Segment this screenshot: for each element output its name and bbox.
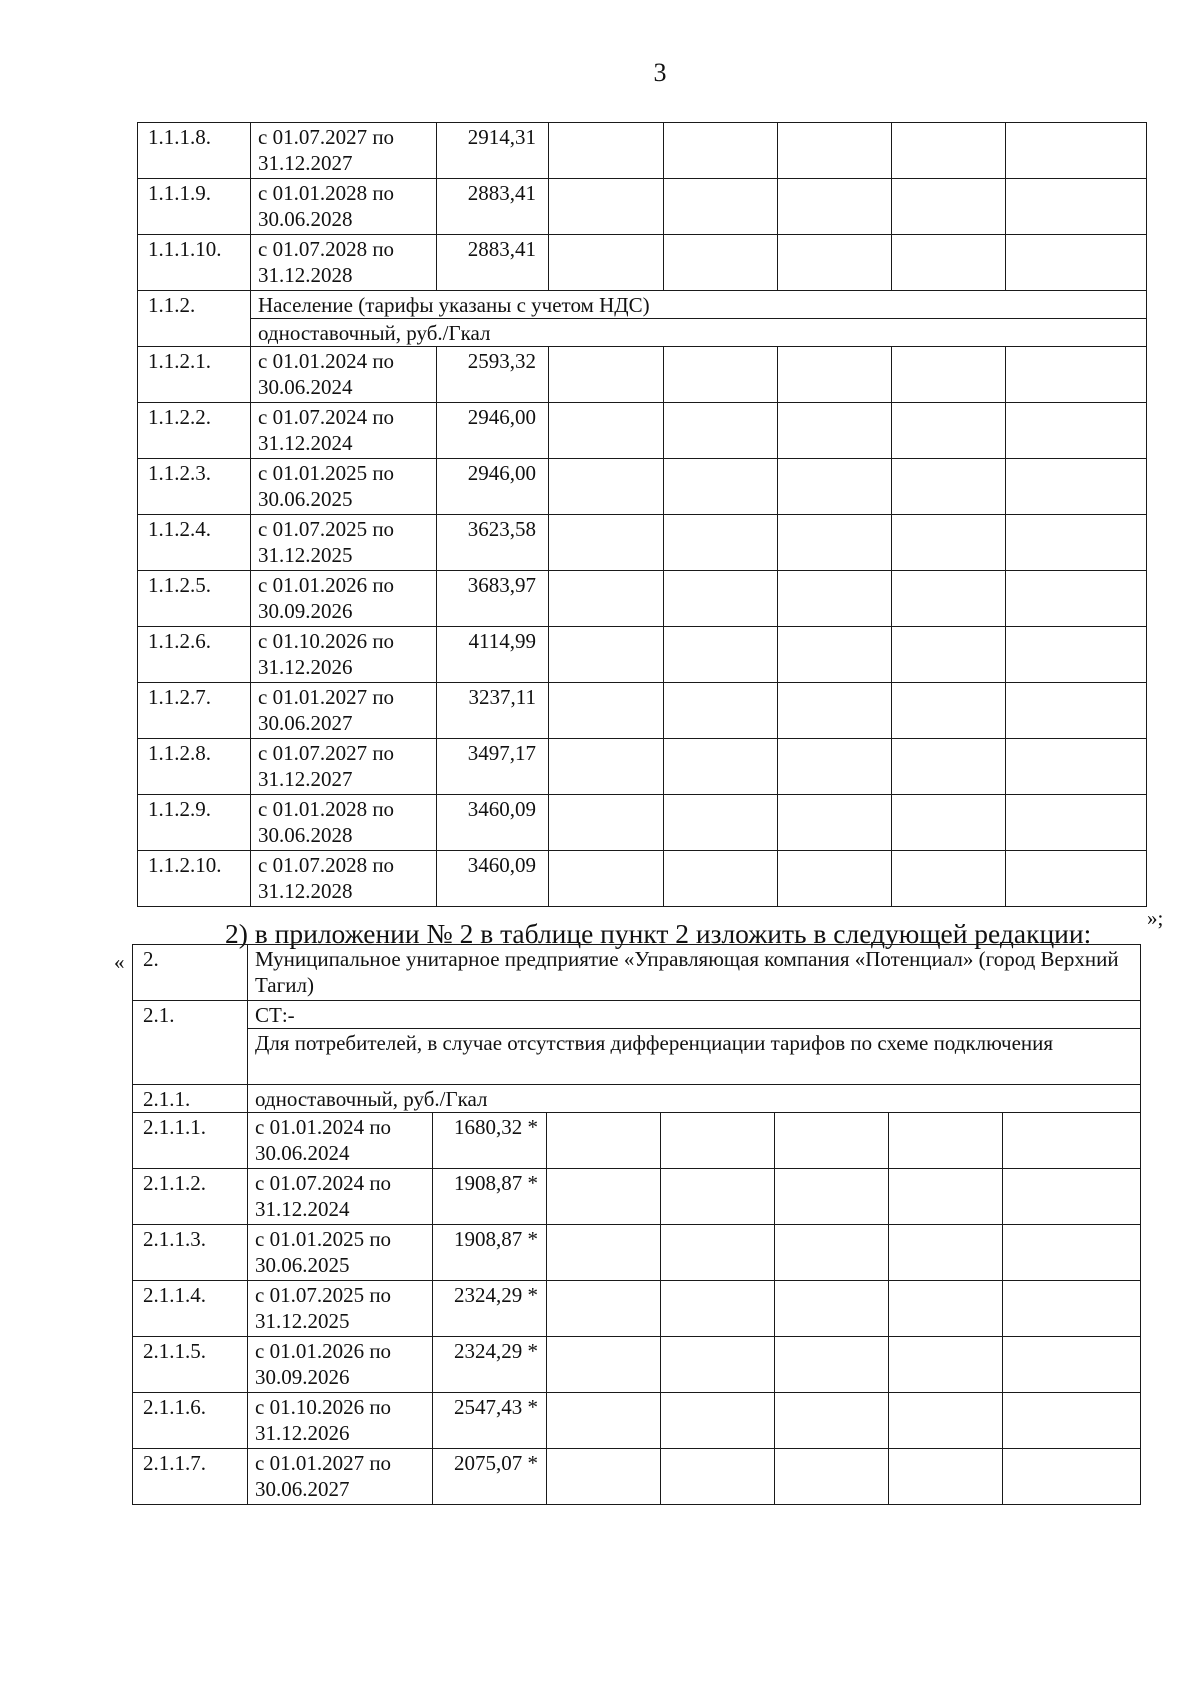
- row-value: 2883,41: [437, 179, 549, 235]
- row-value: 1908,87 *: [433, 1225, 547, 1281]
- empty-cell: [778, 739, 892, 795]
- empty-cell: [1006, 627, 1147, 683]
- empty-cell: [892, 739, 1006, 795]
- row-value: 2883,41: [437, 235, 549, 291]
- row-period: с 01.01.2026 по 30.09.2026: [251, 571, 437, 627]
- row-number: 1.1.2.10.: [138, 851, 251, 907]
- table-row: [138, 123, 1147, 179]
- empty-cell: [1006, 795, 1147, 851]
- empty-cell: [892, 627, 1006, 683]
- row-value: 3497,17: [437, 739, 549, 795]
- row-number: 1.1.1.10.: [138, 235, 251, 291]
- row-number: 1.1.2.2.: [138, 403, 251, 459]
- empty-cell: [778, 235, 892, 291]
- row-period: с 01.01.2028 по 30.06.2028: [251, 795, 437, 851]
- empty-cell: [549, 795, 664, 851]
- row-number: 1.1.2.3.: [138, 459, 251, 515]
- empty-cell: [549, 459, 664, 515]
- empty-cell: [1006, 179, 1147, 235]
- row-number: 2.1.1.5.: [133, 1337, 248, 1393]
- empty-cell: [1006, 683, 1147, 739]
- empty-cell: [892, 403, 1006, 459]
- row-period: с 01.07.2027 по 31.12.2027: [251, 123, 437, 179]
- row-number: 2.1.1.6.: [133, 1393, 248, 1449]
- empty-cell: [547, 1393, 661, 1449]
- empty-cell: [1006, 235, 1147, 291]
- empty-cell: [892, 123, 1006, 179]
- row-value: 2324,29 *: [433, 1281, 547, 1337]
- empty-cell: [1006, 459, 1147, 515]
- empty-cell: [549, 347, 664, 403]
- empty-cell: [664, 683, 778, 739]
- row-period: с 01.10.2026 по 31.12.2026: [251, 627, 437, 683]
- table-row: [138, 795, 1147, 851]
- empty-cell: [778, 123, 892, 179]
- empty-cell: [661, 1337, 775, 1393]
- row-period: с 01.01.2027 по 30.06.2027: [251, 683, 437, 739]
- empty-cell: [664, 123, 778, 179]
- table-row: [138, 235, 1147, 291]
- row-number: 2.1.1.2.: [133, 1169, 248, 1225]
- row-period: с 01.10.2026 по 31.12.2026: [248, 1393, 433, 1449]
- table-row: [133, 1393, 1141, 1449]
- empty-cell: [778, 795, 892, 851]
- row-value: 3683,97: [437, 571, 549, 627]
- empty-cell: [547, 1113, 661, 1169]
- empty-cell: [549, 571, 664, 627]
- row-period: с 01.07.2025 по 31.12.2025: [248, 1281, 433, 1337]
- empty-cell: [1006, 403, 1147, 459]
- empty-cell: [775, 1225, 889, 1281]
- empty-cell: [664, 403, 778, 459]
- empty-cell: [775, 1393, 889, 1449]
- section-row: [138, 291, 1147, 319]
- empty-cell: [549, 739, 664, 795]
- empty-cell: [778, 403, 892, 459]
- section-title: Население (тарифы указаны с учетом НДС): [251, 291, 1147, 319]
- row-value: 4114,99: [437, 627, 549, 683]
- empty-cell: [1006, 515, 1147, 571]
- empty-cell: [549, 515, 664, 571]
- row-value: 2946,00: [437, 403, 549, 459]
- empty-cell: [549, 179, 664, 235]
- empty-cell: [664, 627, 778, 683]
- empty-cell: [547, 1337, 661, 1393]
- row-value: 2324,29 *: [433, 1337, 547, 1393]
- empty-cell: [664, 795, 778, 851]
- empty-cell: [547, 1169, 661, 1225]
- empty-cell: [547, 1281, 661, 1337]
- st-number: 2.1.: [133, 1001, 248, 1085]
- empty-cell: [778, 627, 892, 683]
- empty-cell: [892, 515, 1006, 571]
- row-number: 2.1.1.4.: [133, 1281, 248, 1337]
- empty-cell: [1006, 347, 1147, 403]
- empty-cell: [549, 683, 664, 739]
- empty-cell: [547, 1225, 661, 1281]
- row-period: с 01.07.2024 по 31.12.2024: [251, 403, 437, 459]
- row-value: 2547,43 *: [433, 1393, 547, 1449]
- sub-label: одноставочный, руб./Гкал: [248, 1085, 1141, 1113]
- empty-cell: [778, 459, 892, 515]
- table-row: [138, 627, 1147, 683]
- row-number: 2.1.1.1.: [133, 1113, 248, 1169]
- row-number: 2.1.1.7.: [133, 1449, 248, 1505]
- open-quote: «: [114, 950, 125, 974]
- section-subtitle: одноставочный, руб./Гкал: [251, 319, 1147, 347]
- empty-cell: [775, 1113, 889, 1169]
- empty-cell: [1003, 1337, 1141, 1393]
- empty-cell: [661, 1281, 775, 1337]
- empty-cell: [664, 347, 778, 403]
- row-value: 2075,07 *: [433, 1449, 547, 1505]
- row-value: 2593,32: [437, 347, 549, 403]
- table-row: [138, 851, 1147, 907]
- table-row: [138, 179, 1147, 235]
- table-row: [138, 459, 1147, 515]
- row-number: 1.1.2.6.: [138, 627, 251, 683]
- empty-cell: [1006, 571, 1147, 627]
- row-period: с 01.01.2024 по 30.06.2024: [248, 1113, 433, 1169]
- row-number: 1.1.2.7.: [138, 683, 251, 739]
- empty-cell: [661, 1225, 775, 1281]
- empty-cell: [661, 1393, 775, 1449]
- row-value: 3460,09: [437, 851, 549, 907]
- row-period: с 01.07.2028 по 31.12.2028: [251, 235, 437, 291]
- row-period: с 01.01.2026 по 30.09.2026: [248, 1337, 433, 1393]
- empty-cell: [1003, 1393, 1141, 1449]
- table-row: [138, 403, 1147, 459]
- section-number: 1.1.2.: [138, 291, 251, 347]
- empty-cell: [778, 515, 892, 571]
- row-period: с 01.07.2028 по 31.12.2028: [251, 851, 437, 907]
- row-number: 1.1.1.8.: [138, 123, 251, 179]
- row-number: 1.1.2.5.: [138, 571, 251, 627]
- row-period: с 01.07.2027 по 31.12.2027: [251, 739, 437, 795]
- row-period: с 01.01.2028 по 30.06.2028: [251, 179, 437, 235]
- row-value: 1908,87 *: [433, 1169, 547, 1225]
- empty-cell: [892, 347, 1006, 403]
- empty-cell: [778, 347, 892, 403]
- empty-cell: [549, 403, 664, 459]
- table-row: [138, 739, 1147, 795]
- empty-cell: [1003, 1113, 1141, 1169]
- empty-cell: [775, 1281, 889, 1337]
- row-period: с 01.01.2024 по 30.06.2024: [251, 347, 437, 403]
- st-row: [133, 1001, 1141, 1029]
- empty-cell: [889, 1169, 1003, 1225]
- row-number: 1.1.2.8.: [138, 739, 251, 795]
- empty-cell: [892, 683, 1006, 739]
- empty-cell: [775, 1449, 889, 1505]
- empty-cell: [775, 1337, 889, 1393]
- empty-cell: [892, 851, 1006, 907]
- row-value: 2914,31: [437, 123, 549, 179]
- tariff-table-2: [132, 944, 1141, 1505]
- empty-cell: [661, 1113, 775, 1169]
- sub-number: 2.1.1.: [133, 1085, 248, 1113]
- empty-cell: [889, 1449, 1003, 1505]
- tariff-table-1: [137, 122, 1147, 907]
- empty-cell: [549, 627, 664, 683]
- empty-cell: [664, 459, 778, 515]
- row-value: 3623,58: [437, 515, 549, 571]
- row-period: с 01.07.2024 по 31.12.2024: [248, 1169, 433, 1225]
- empty-cell: [889, 1281, 1003, 1337]
- empty-cell: [661, 1449, 775, 1505]
- empty-cell: [889, 1337, 1003, 1393]
- empty-cell: [549, 851, 664, 907]
- section-subtitle-row: [138, 319, 1147, 347]
- table-row: [133, 1449, 1141, 1505]
- empty-cell: [664, 571, 778, 627]
- empty-cell: [664, 235, 778, 291]
- table-row: [133, 1169, 1141, 1225]
- table-row: [138, 347, 1147, 403]
- empty-cell: [889, 1393, 1003, 1449]
- closing-quote: »;: [1147, 906, 1164, 930]
- row-number: 1.1.2.1.: [138, 347, 251, 403]
- empty-cell: [549, 123, 664, 179]
- empty-cell: [778, 179, 892, 235]
- empty-cell: [1006, 123, 1147, 179]
- table-row: [138, 515, 1147, 571]
- empty-cell: [1006, 739, 1147, 795]
- empty-cell: [892, 571, 1006, 627]
- row-number: 1.1.2.4.: [138, 515, 251, 571]
- sub-row: [133, 1085, 1141, 1113]
- table-row: [138, 571, 1147, 627]
- st-desc-row: [133, 1029, 1141, 1085]
- row-period: с 01.01.2025 по 30.06.2025: [248, 1225, 433, 1281]
- empty-cell: [664, 179, 778, 235]
- empty-cell: [547, 1449, 661, 1505]
- empty-cell: [889, 1113, 1003, 1169]
- row-period: с 01.01.2027 по 30.06.2027: [248, 1449, 433, 1505]
- empty-cell: [1003, 1169, 1141, 1225]
- empty-cell: [661, 1169, 775, 1225]
- empty-cell: [778, 571, 892, 627]
- empty-cell: [664, 851, 778, 907]
- org-number: 2.: [133, 945, 248, 1001]
- empty-cell: [892, 459, 1006, 515]
- org-row: [133, 945, 1141, 1001]
- empty-cell: [892, 795, 1006, 851]
- instruction-text: 2) в приложении № 2 в таблице пункт 2 изложить в следующей редакции:: [225, 918, 1092, 949]
- org-name: Муниципальное унитарное предприятие «Управляющая компания «Потенциал» (город Верхний Тагил): [248, 945, 1141, 1001]
- empty-cell: [892, 235, 1006, 291]
- row-value: 1680,32 *: [433, 1113, 547, 1169]
- table-row: [133, 1113, 1141, 1169]
- row-number: 1.1.2.9.: [138, 795, 251, 851]
- page-number: 3: [653, 58, 667, 87]
- empty-cell: [889, 1225, 1003, 1281]
- empty-cell: [1003, 1281, 1141, 1337]
- empty-cell: [664, 739, 778, 795]
- row-value: 3460,09: [437, 795, 549, 851]
- table-row: [133, 1281, 1141, 1337]
- row-number: 2.1.1.3.: [133, 1225, 248, 1281]
- row-value: 2946,00: [437, 459, 549, 515]
- row-number: 1.1.1.9.: [138, 179, 251, 235]
- row-value: 3237,11: [437, 683, 549, 739]
- table-row: [133, 1337, 1141, 1393]
- empty-cell: [1003, 1225, 1141, 1281]
- empty-cell: [1006, 851, 1147, 907]
- empty-cell: [664, 515, 778, 571]
- st-description: Для потребителей, в случае отсутствия дифференциации тарифов по схеме подключения: [248, 1029, 1141, 1085]
- table-row: [138, 683, 1147, 739]
- empty-cell: [778, 851, 892, 907]
- table-row: [133, 1225, 1141, 1281]
- st-label: СТ:-: [248, 1001, 1141, 1029]
- empty-cell: [549, 235, 664, 291]
- empty-cell: [1003, 1449, 1141, 1505]
- row-period: с 01.07.2025 по 31.12.2025: [251, 515, 437, 571]
- empty-cell: [775, 1169, 889, 1225]
- row-period: с 01.01.2025 по 30.06.2025: [251, 459, 437, 515]
- empty-cell: [892, 179, 1006, 235]
- empty-cell: [778, 683, 892, 739]
